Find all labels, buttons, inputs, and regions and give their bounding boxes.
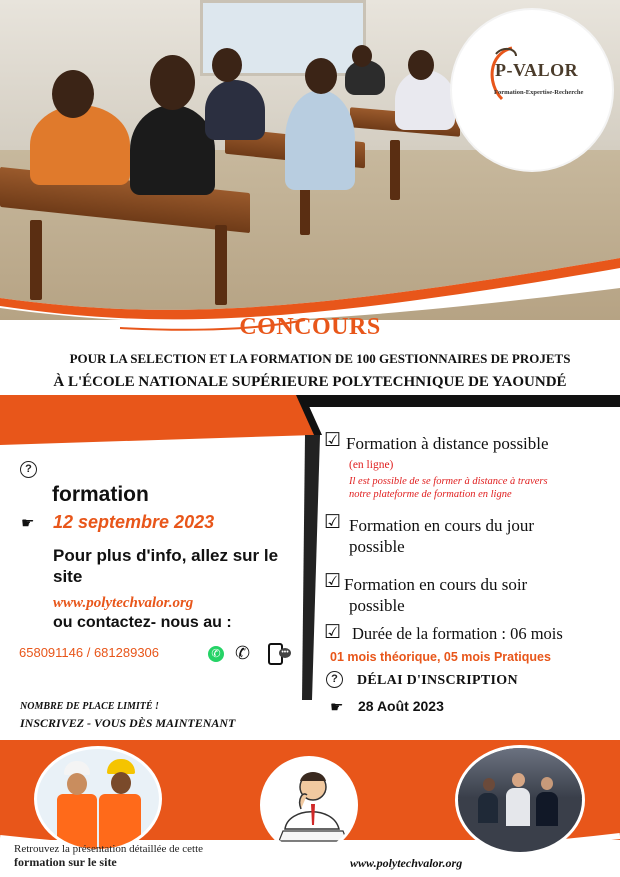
subtitle-line-1: POUR LA SELECTION ET LA FORMATION DE 100 GESTIONNAIRES DE PROJETS [69, 351, 571, 366]
register-now: INSCRIVEZ - VOUS DÈS MAINTENANT [20, 716, 236, 730]
whatsapp-icon[interactable]: ✆ [208, 646, 224, 662]
distance-detail-1: Il est possible de se former à distance à travers [349, 476, 548, 487]
evening-formation-2: possible [349, 596, 405, 615]
phone-icon[interactable]: ✆ [235, 643, 251, 663]
phone-numbers[interactable]: 658091146 / 681289306 [19, 645, 160, 660]
logo-name: P-VALOR [495, 60, 579, 80]
distance-note: (en ligne) [349, 459, 394, 471]
deadline-date: 28 Août 2023 [358, 698, 444, 714]
start-date: 12 septembre 2023 [53, 512, 215, 532]
question-icon: ? [20, 461, 37, 478]
checkbox-checked-icon: ☑ [324, 622, 342, 643]
duration: Durée de la formation : 06 mois [352, 624, 563, 643]
places-limited: NOMBRE DE PLACE LIMITÉ ! [20, 701, 159, 712]
checkbox-checked-icon: ☑ [324, 571, 342, 592]
day-formation-1: Formation en cours du jour [349, 516, 535, 535]
checkbox-checked-icon: ☑ [324, 430, 342, 451]
website-link[interactable]: www.polytechvalor.org [53, 595, 194, 611]
question-icon: ? [326, 671, 343, 688]
audience-photo [455, 745, 585, 855]
distance-formation: Formation à distance possible [346, 434, 549, 453]
subtitle-line-2: À L'ÉCOLE NATIONALE SUPÉRIEURE POLYTECHNIQUE DE YAOUNDÉ [53, 374, 567, 390]
logo-tagline: Formation-Expertise-Recherche [494, 89, 584, 96]
hand-pointer-icon: ☛ [330, 699, 344, 716]
duration-detail: 01 mois théorique, 05 mois Pratiques [330, 650, 551, 664]
footer-website-link[interactable]: www.polytechvalor.org [350, 856, 463, 870]
presentation-text-2: formation sur le site [14, 855, 117, 869]
thinking-man-illustration [260, 756, 358, 854]
info-text: Pour plus d'info, allez sur le site [53, 546, 279, 586]
formation-label: formation [52, 483, 149, 506]
evening-formation-1: Formation en cours du soir [344, 575, 528, 594]
page-title: CONCOURS [239, 314, 381, 340]
checkbox-checked-icon: ☑ [324, 512, 342, 533]
presentation-text-1: Retrouvez la présentation détaillée de cette [14, 843, 204, 855]
workers-photo [34, 746, 162, 852]
chat-bubble-icon: ••• [279, 648, 291, 658]
distance-detail-2: notre plateforme de formation en ligne [349, 489, 512, 500]
contact-text: ou contactez- nous au : [53, 614, 232, 631]
deadline-label: DÉLAI D'INSCRIPTION [357, 673, 518, 688]
day-formation-2: possible [349, 537, 405, 556]
hand-pointer-icon: ☛ [21, 515, 35, 532]
